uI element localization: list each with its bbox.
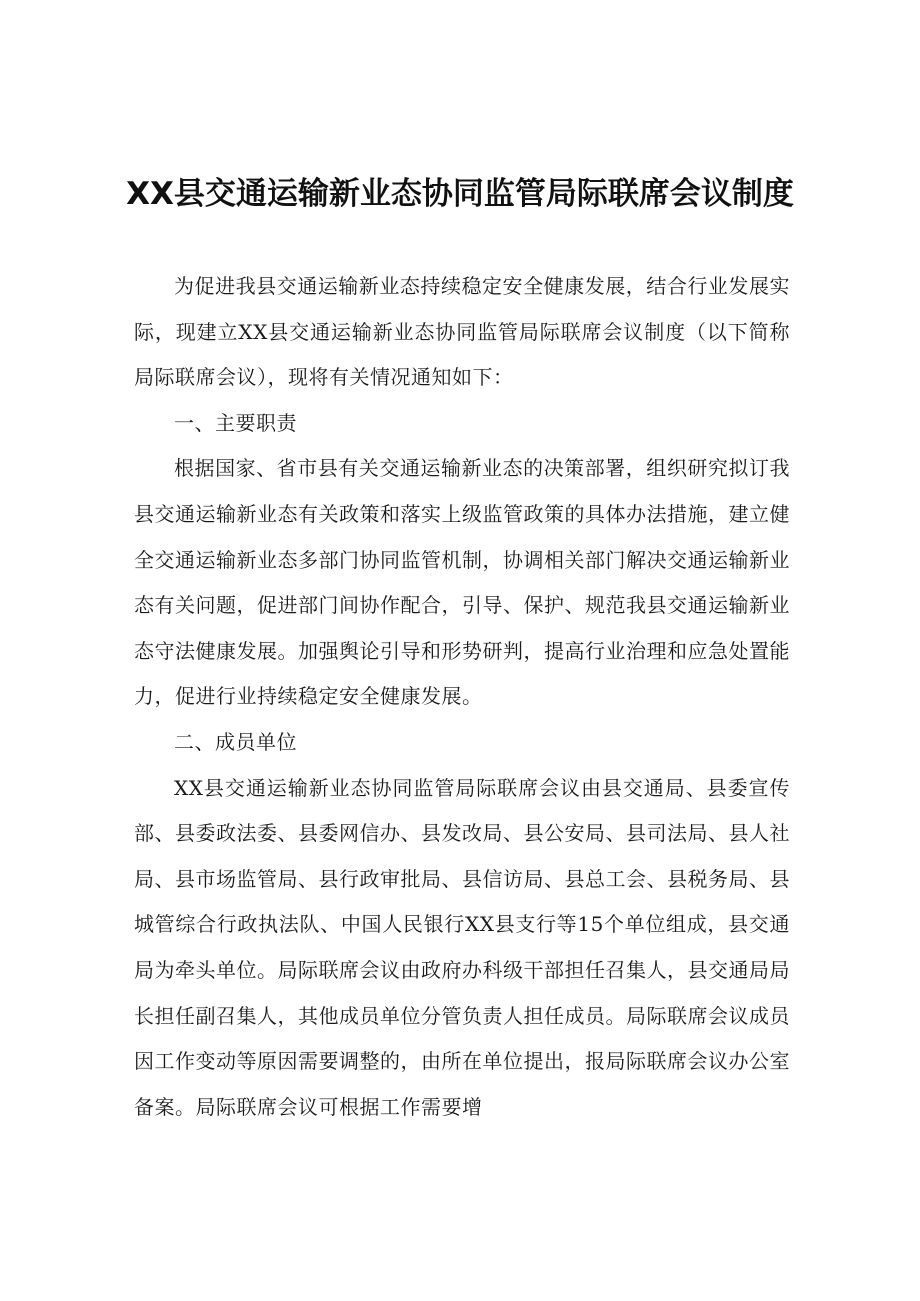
section-heading-member-units: 二、成员单位 (174, 729, 297, 754)
document-title: XX县交通运输新业态协同监管局际联席会议制度 (126, 176, 794, 212)
main-duties-paragraph: 根据国家、省市县有关交通运输新业态的决策部署，组织研究拟订我县交通运输新业态有关政策和落实上级监管政策的具体办法措施，建立健全交通运输新业态多部门协同监管机制，协调相关部门解决交通运输新业态有关问题，促进部门间协作配合，引导、保护、规范我县交通运输新业态守法健康发展。加强舆论引导和形势研判，提高行业治理和应急处置能力，促进行业持续稳定安全健康发展。 (134, 456, 790, 709)
intro-paragraph: 为促进我县交通运输新业态持续稳定安全健康发展，结合行业发展实际，现建立XX县交通运输新业态协同监管局际联席会议制度（以下简称局际联席会议），现将有关情况通知如下： (134, 274, 790, 390)
member-units-paragraph: XX县交通运输新业态协同监管局际联席会议由县交通局、县委宣传部、县委政法委、县委网信办、县发改局、县公安局、县司法局、县人社局、县市场监管局、县行政审批局、县信访局、县总工会、县税务局、县城管综合行政执法队、中国人民银行XX县支行等15个单位组成，县交通局为牵头单位。局际联席会议由政府办科级干部担任召集人，县交通局局长担任副召集人，其他成员单位分管负责人担任成员。局际联席会议成员因工作变动等原因需要调整的，由所在单位提出，报局际联席会议办公室备案。局际联席会议可根据工作需要增 (134, 775, 790, 1119)
section-heading-main-duties: 一、主要职责 (174, 410, 297, 435)
document-body (134, 264, 790, 1130)
